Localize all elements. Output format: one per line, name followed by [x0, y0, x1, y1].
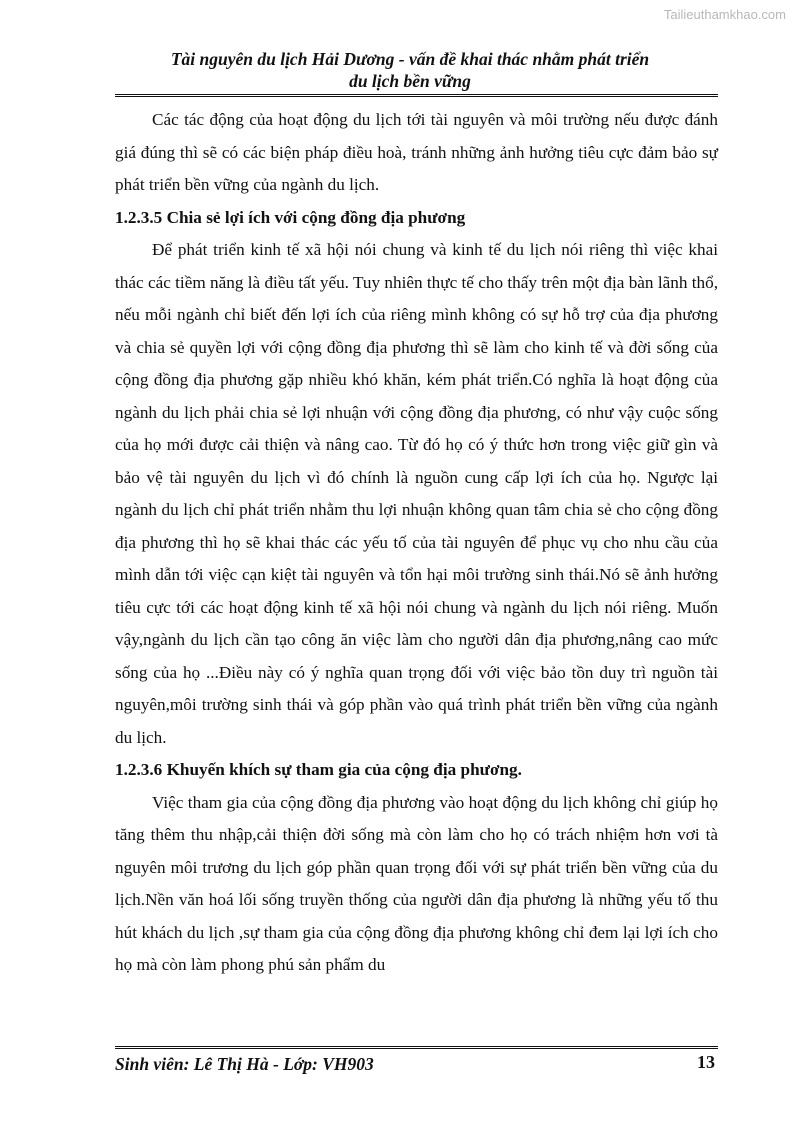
watermark: Tailieuthamkhao.com — [663, 7, 786, 22]
paragraph-community-participation: Việc tham gia của cộng đồng địa phương vào hoạt động du lịch không chỉ giúp họ tăng thêm thu nhập,cải thiện đời sống mà còn làm cho họ có trách nhiệm hơn vơi tà nguyên môi trương du lịch góp phần quan trọng đối với sự phát triển bền vững của du lịch.Nền văn hoá lối sống truyền thống của người dân địa phương là những yếu tố thu hút khách du lịch ,sự tham gia của cộng đồng địa phương không chỉ đem lại lợi ích cho họ mà còn làm phong phú sản phẩm du — [115, 792, 718, 974]
section-heading-1-2-3-5: 1.2.3.5 Chia sẻ lợi ích với cộng đồng địa phương — [115, 207, 466, 227]
header-title-line-1: Tài nguyên du lịch Hải Dương - vấn đề khai thác nhằm phát triển — [170, 49, 650, 69]
footer-divider — [115, 1046, 718, 1049]
document-body — [115, 104, 718, 982]
paragraph-benefit-sharing: Để phát triển kinh tế xã hội nói chung và kinh tế du lịch nói riêng thì việc khai thác các tiềm năng là điều tất yếu. Tuy nhiên thực tế cho thấy trên một địa bàn lãnh thổ, nếu mỗi ngành chỉ biết đến lợi ích của riêng mình không có sự hỗ trợ của địa phương và chia sẻ quyền lợi với cộng đồng địa phương thì sẽ làm cho kinh tế và đời sống của cộng đồng địa phương gặp nhiều khó khăn, kém phát triển.Có nghĩa là hoạt động của ngành du lịch phải chia sẻ lợi nhuận với cộng đồng địa phương, có như vậy cuộc sống của họ mới được cải thiện và nâng cao. Từ đó họ có ý thức hơn trong việc giữ gìn và bảo vệ tài nguyên du lịch vì đó chính là nguồn cung cấp lợi ích của họ. Ngược lại ngành du lịch chỉ phát triển nhằm thu lợi nhuận không quan tâm chia sẻ cho cộng đồng địa phương thì họ sẽ khai thác các yếu tố của tài nguyên để phục vụ cho nhu cầu của mình dẫn tới việc cạn kiệt tài nguyên và tổn hại môi trường sinh thái.Nó sẽ ảnh hưởng tiêu cực tới các hoạt động kinh tế xã hội nói chung và ngành du lịch nói riêng. Muốn vậy,ngành du lịch cần tạo công ăn việc làm cho người dân địa phương,nâng cao mức sống của họ ...Điều này có ý nghĩa quan trọng đối với việc bảo tồn duy trì nguồn tài nguyên,môi trường sinh thái và góp phần vào quá trình phát triển bền vững của ngành du lịch. — [115, 240, 718, 747]
header-divider — [115, 94, 718, 97]
section-heading-1-2-3-6: 1.2.3.6 Khuyến khích sự tham gia của cộng địa phương. — [115, 760, 522, 779]
page-header — [100, 48, 720, 92]
header-title-line-2: du lịch bền vững — [349, 71, 471, 91]
page-number: 13 — [697, 1052, 715, 1072]
paragraph-intro: Các tác động của hoạt động du lịch tới tài nguyên và môi trường nếu được đánh giá đúng thì sẽ có các biện pháp điều hoà, tránh những ảnh hưởng tiêu cực đảm bảo sự phát triển bền vững của ngành du lịch. — [115, 110, 718, 194]
footer-student-info: Sinh viên: Lê Thị Hà - Lớp: VH903 — [115, 1054, 374, 1074]
